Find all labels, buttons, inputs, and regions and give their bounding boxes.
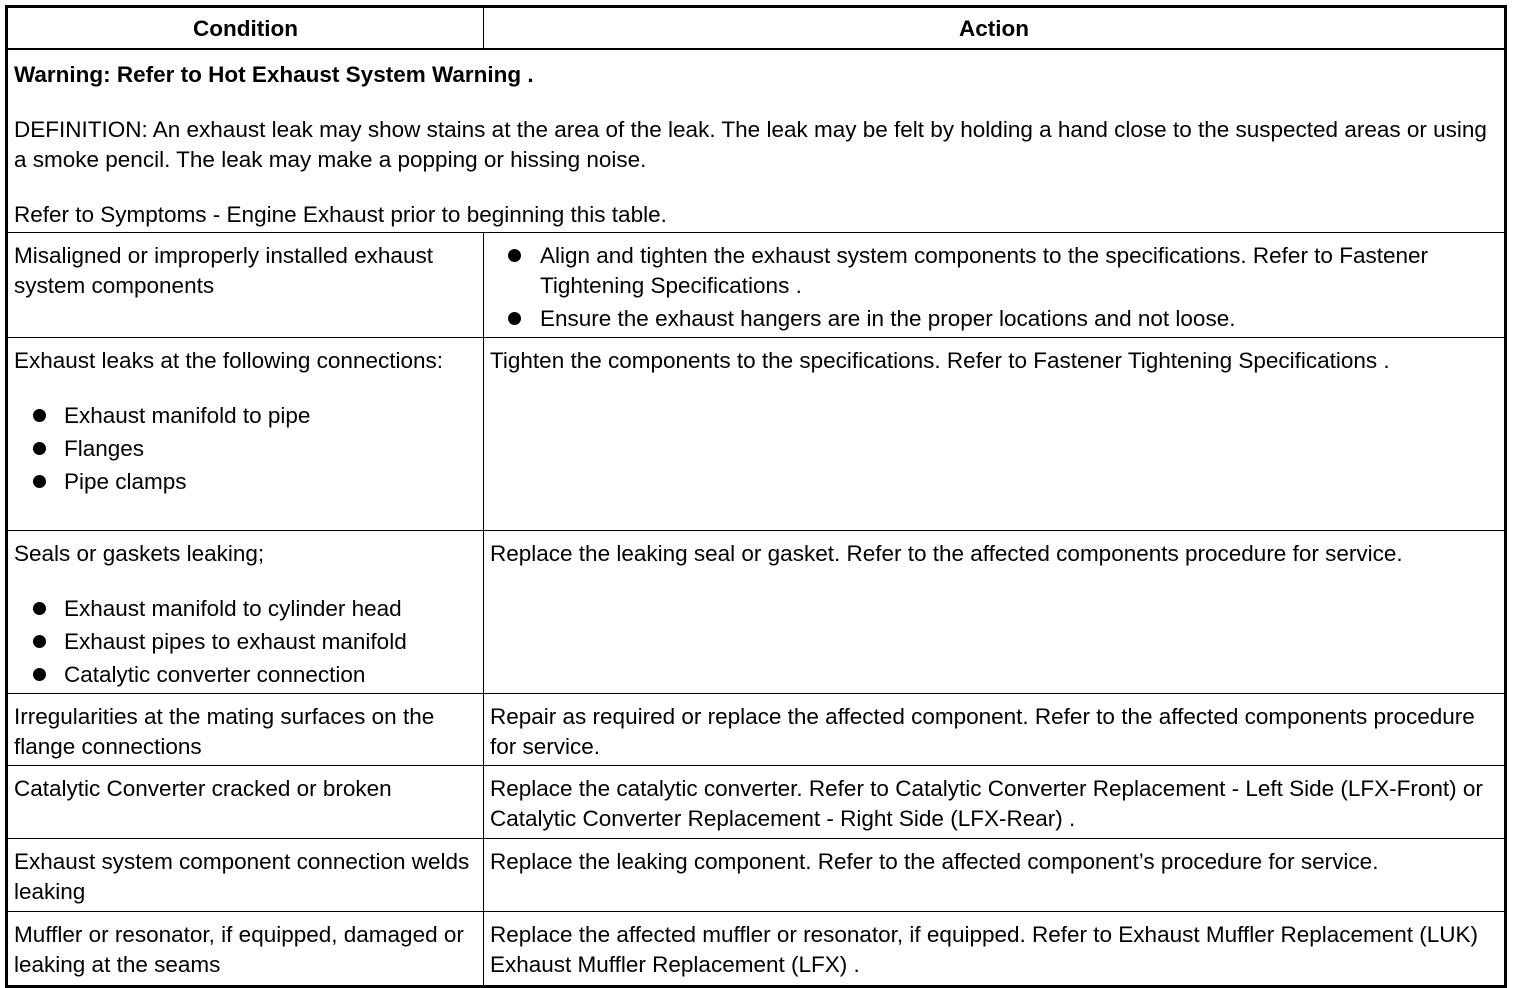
- condition-text: Exhaust leaks at the following connections:: [14, 348, 444, 373]
- table-row: [8, 338, 1504, 531]
- condition-text: Seals or gaskets leaking;: [14, 541, 265, 566]
- condition-bullet-item: Pipe clamps: [14, 467, 477, 497]
- action-bullet-list: [490, 241, 1498, 334]
- action-bullet-item: Align and tighten the exhaust system components to the specifications. Refer to Fastener Tightening Specifications .: [490, 241, 1498, 301]
- action-cell: Tighten the components to the specifications. Refer to Fastener Tightening Specifications .: [490, 348, 1390, 373]
- condition-bullet-list: [14, 401, 477, 497]
- table-row: [8, 233, 1504, 338]
- action-column-header: Action: [959, 16, 1029, 41]
- condition-bullet-item: Exhaust manifold to cylinder head: [14, 594, 477, 624]
- condition-cell: Irregularities at the mating surfaces on the flange connections: [8, 694, 484, 765]
- condition-bullet-item: Exhaust pipes to exhaust manifold: [14, 627, 477, 657]
- action-cell: Repair as required or replace the affected component. Refer to the affected components procedure for service.: [490, 704, 1475, 759]
- table-header-row: [8, 8, 1504, 50]
- action-cell: Replace the leaking seal or gasket. Refer to the affected components procedure for service.: [490, 541, 1403, 566]
- condition-bullet-list: [14, 594, 477, 690]
- condition-cell: Misaligned or improperly installed exhaust system components: [8, 233, 484, 337]
- refer-symptoms-text: Refer to Symptoms - Engine Exhaust prior to beginning this table.: [14, 202, 667, 227]
- action-cell: Replace the affected muffler or resonator, if equipped. Refer to Exhaust Muffler Replacement (LUK) Exhaust Muffler Replacement (LFX) .: [490, 922, 1479, 977]
- condition-bullet-item: Catalytic converter connection: [14, 660, 477, 690]
- table-row: [8, 766, 1504, 839]
- condition-bullet-item: Flanges: [14, 434, 477, 464]
- table-row: [8, 912, 1504, 985]
- action-bullet-item: Ensure the exhaust hangers are in the proper locations and not loose.: [490, 304, 1498, 334]
- action-cell: Replace the catalytic converter. Refer to Catalytic Converter Replacement - Left Side (LFX-Front) or Catalytic Converter Replacement - Right Side (LFX-Rear) .: [490, 776, 1483, 831]
- condition-cell: Catalytic Converter cracked or broken: [8, 766, 484, 838]
- condition-cell: [8, 531, 484, 693]
- hot-exhaust-warning: Warning: Refer to Hot Exhaust System Warning .: [14, 62, 534, 87]
- condition-cell: Exhaust system component connection welds leaking: [8, 839, 484, 911]
- action-cell: [484, 233, 1504, 337]
- condition-cell: Muffler or resonator, if equipped, damaged or leaking at the seams: [8, 912, 484, 985]
- intro-cell: [8, 50, 1504, 232]
- condition-bullet-item: Exhaust manifold to pipe: [14, 401, 477, 431]
- table-row: [8, 694, 1504, 766]
- table-row: [8, 839, 1504, 912]
- condition-column-header: Condition: [8, 8, 484, 48]
- action-cell: Replace the leaking component. Refer to the affected component’s procedure for service.: [490, 849, 1379, 874]
- definition-text: DEFINITION: An exhaust leak may show stains at the area of the leak. The leak may be felt by holding a hand close to the suspected areas or using a smoke pencil. The leak may make a popping or hissing noise.: [14, 117, 1487, 172]
- condition-cell: [8, 338, 484, 530]
- intro-row: [8, 50, 1504, 233]
- table-row: [8, 531, 1504, 694]
- diagnostic-table: [5, 5, 1507, 988]
